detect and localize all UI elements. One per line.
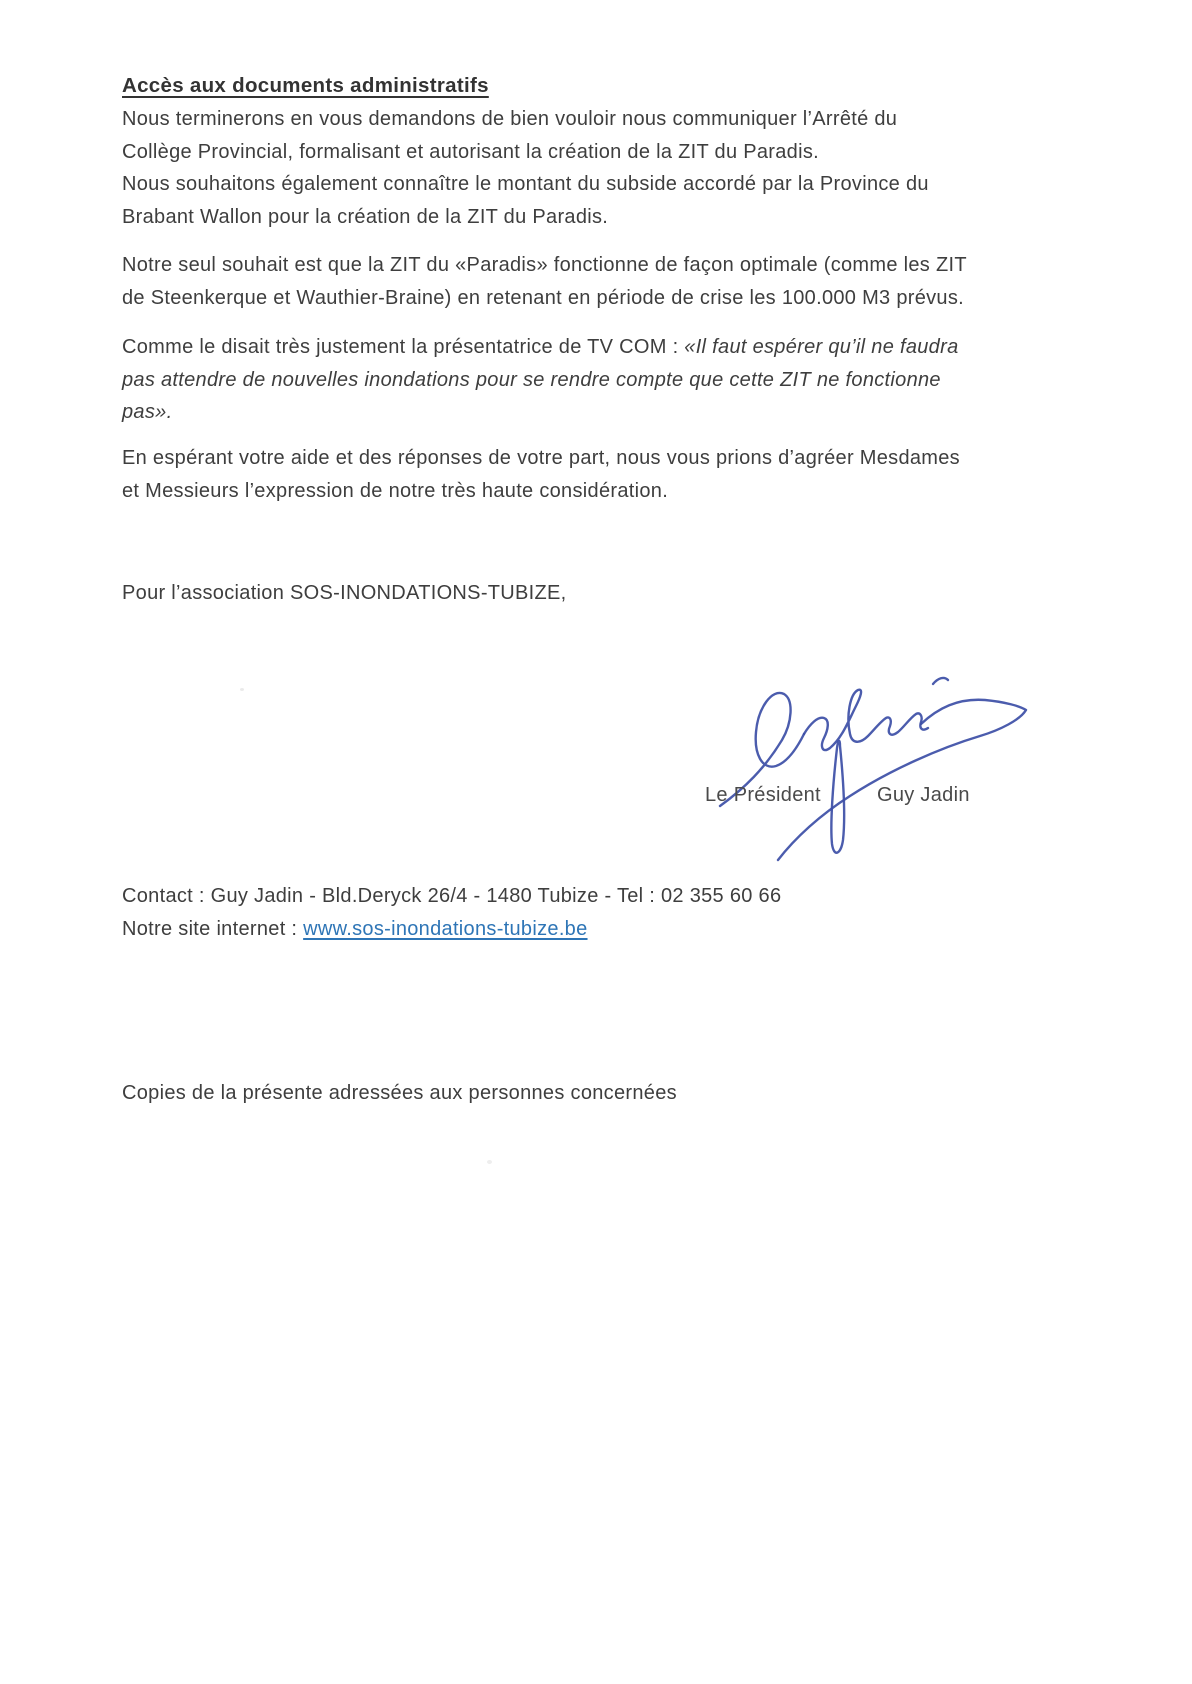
signature-stroke xyxy=(804,690,928,750)
president-title-label: Le Président xyxy=(705,784,821,806)
text-line: et Messieurs l’expression de notre très haute considération. xyxy=(122,479,669,502)
scan-speck xyxy=(240,688,244,691)
scan-speck xyxy=(487,1160,492,1164)
website-link[interactable]: www.sos-inondations-tubize.be xyxy=(303,917,588,940)
signature-stroke xyxy=(933,678,948,684)
text-line: de Steenkerque et Wauthier-Braine) en retenant en période de crise les 100.000 M3 prévus. xyxy=(122,286,965,309)
quote-end: pas». xyxy=(122,401,173,423)
text-line: Nous souhaitons également connaître le montant du subside accordé par la Province du xyxy=(122,173,929,195)
quote-line: pas attendre de nouvelles inondations pour se rendre compte que cette ZIT ne fonctionne xyxy=(122,368,941,391)
text-line: Nous terminerons en vous demandons de bien vouloir nous communiquer l’Arrêté du xyxy=(122,108,898,130)
signature-stroke xyxy=(778,700,1026,860)
text-line: Notre seul souhait est que la ZIT du «Paradis» fonctionne de façon optimale (comme les ZIT xyxy=(122,254,967,276)
paragraph-zit-wish xyxy=(122,249,967,314)
copies-note-block xyxy=(122,1077,677,1110)
closing-association-line xyxy=(122,577,567,610)
quote-start: «Il faut espérer qu’il ne faudra xyxy=(684,336,959,358)
signature-ink-icon xyxy=(690,628,1050,868)
text-line: Collège Provincial, formalisant et autorisant la création de la ZIT du Paradis. xyxy=(122,140,819,163)
text-line: Pour l’association SOS-INONDATIONS-TUBIZE, xyxy=(122,582,567,604)
website-line xyxy=(122,913,781,946)
president-name-label: Guy Jadin xyxy=(877,784,970,806)
website-label: Notre site internet : xyxy=(122,917,304,940)
section-heading: Accès aux documents administratifs xyxy=(122,74,489,97)
signature-stroke xyxy=(831,741,844,853)
paragraph-salutation xyxy=(122,442,960,507)
section-heading-block xyxy=(122,70,489,103)
paragraph-access-request xyxy=(122,103,929,233)
paragraph-tvcom-quote xyxy=(122,331,959,429)
text-line: En espérant votre aide et des réponses de votre part, nous vous prions d’agréer Mesdames xyxy=(122,447,960,469)
quote-lead: Comme le disait très justement la présentatrice de TV COM : xyxy=(122,336,685,358)
text-line: Brabant Wallon pour la création de la ZIT du Paradis. xyxy=(122,205,609,228)
contact-block xyxy=(122,880,781,945)
text-line xyxy=(122,331,959,364)
copies-note: Copies de la présente adressées aux personnes concernées xyxy=(122,1082,677,1104)
contact-line: Contact : Guy Jadin - Bld.Deryck 26/4 - 1480 Tubize - Tel : 02 355 60 66 xyxy=(122,885,782,907)
